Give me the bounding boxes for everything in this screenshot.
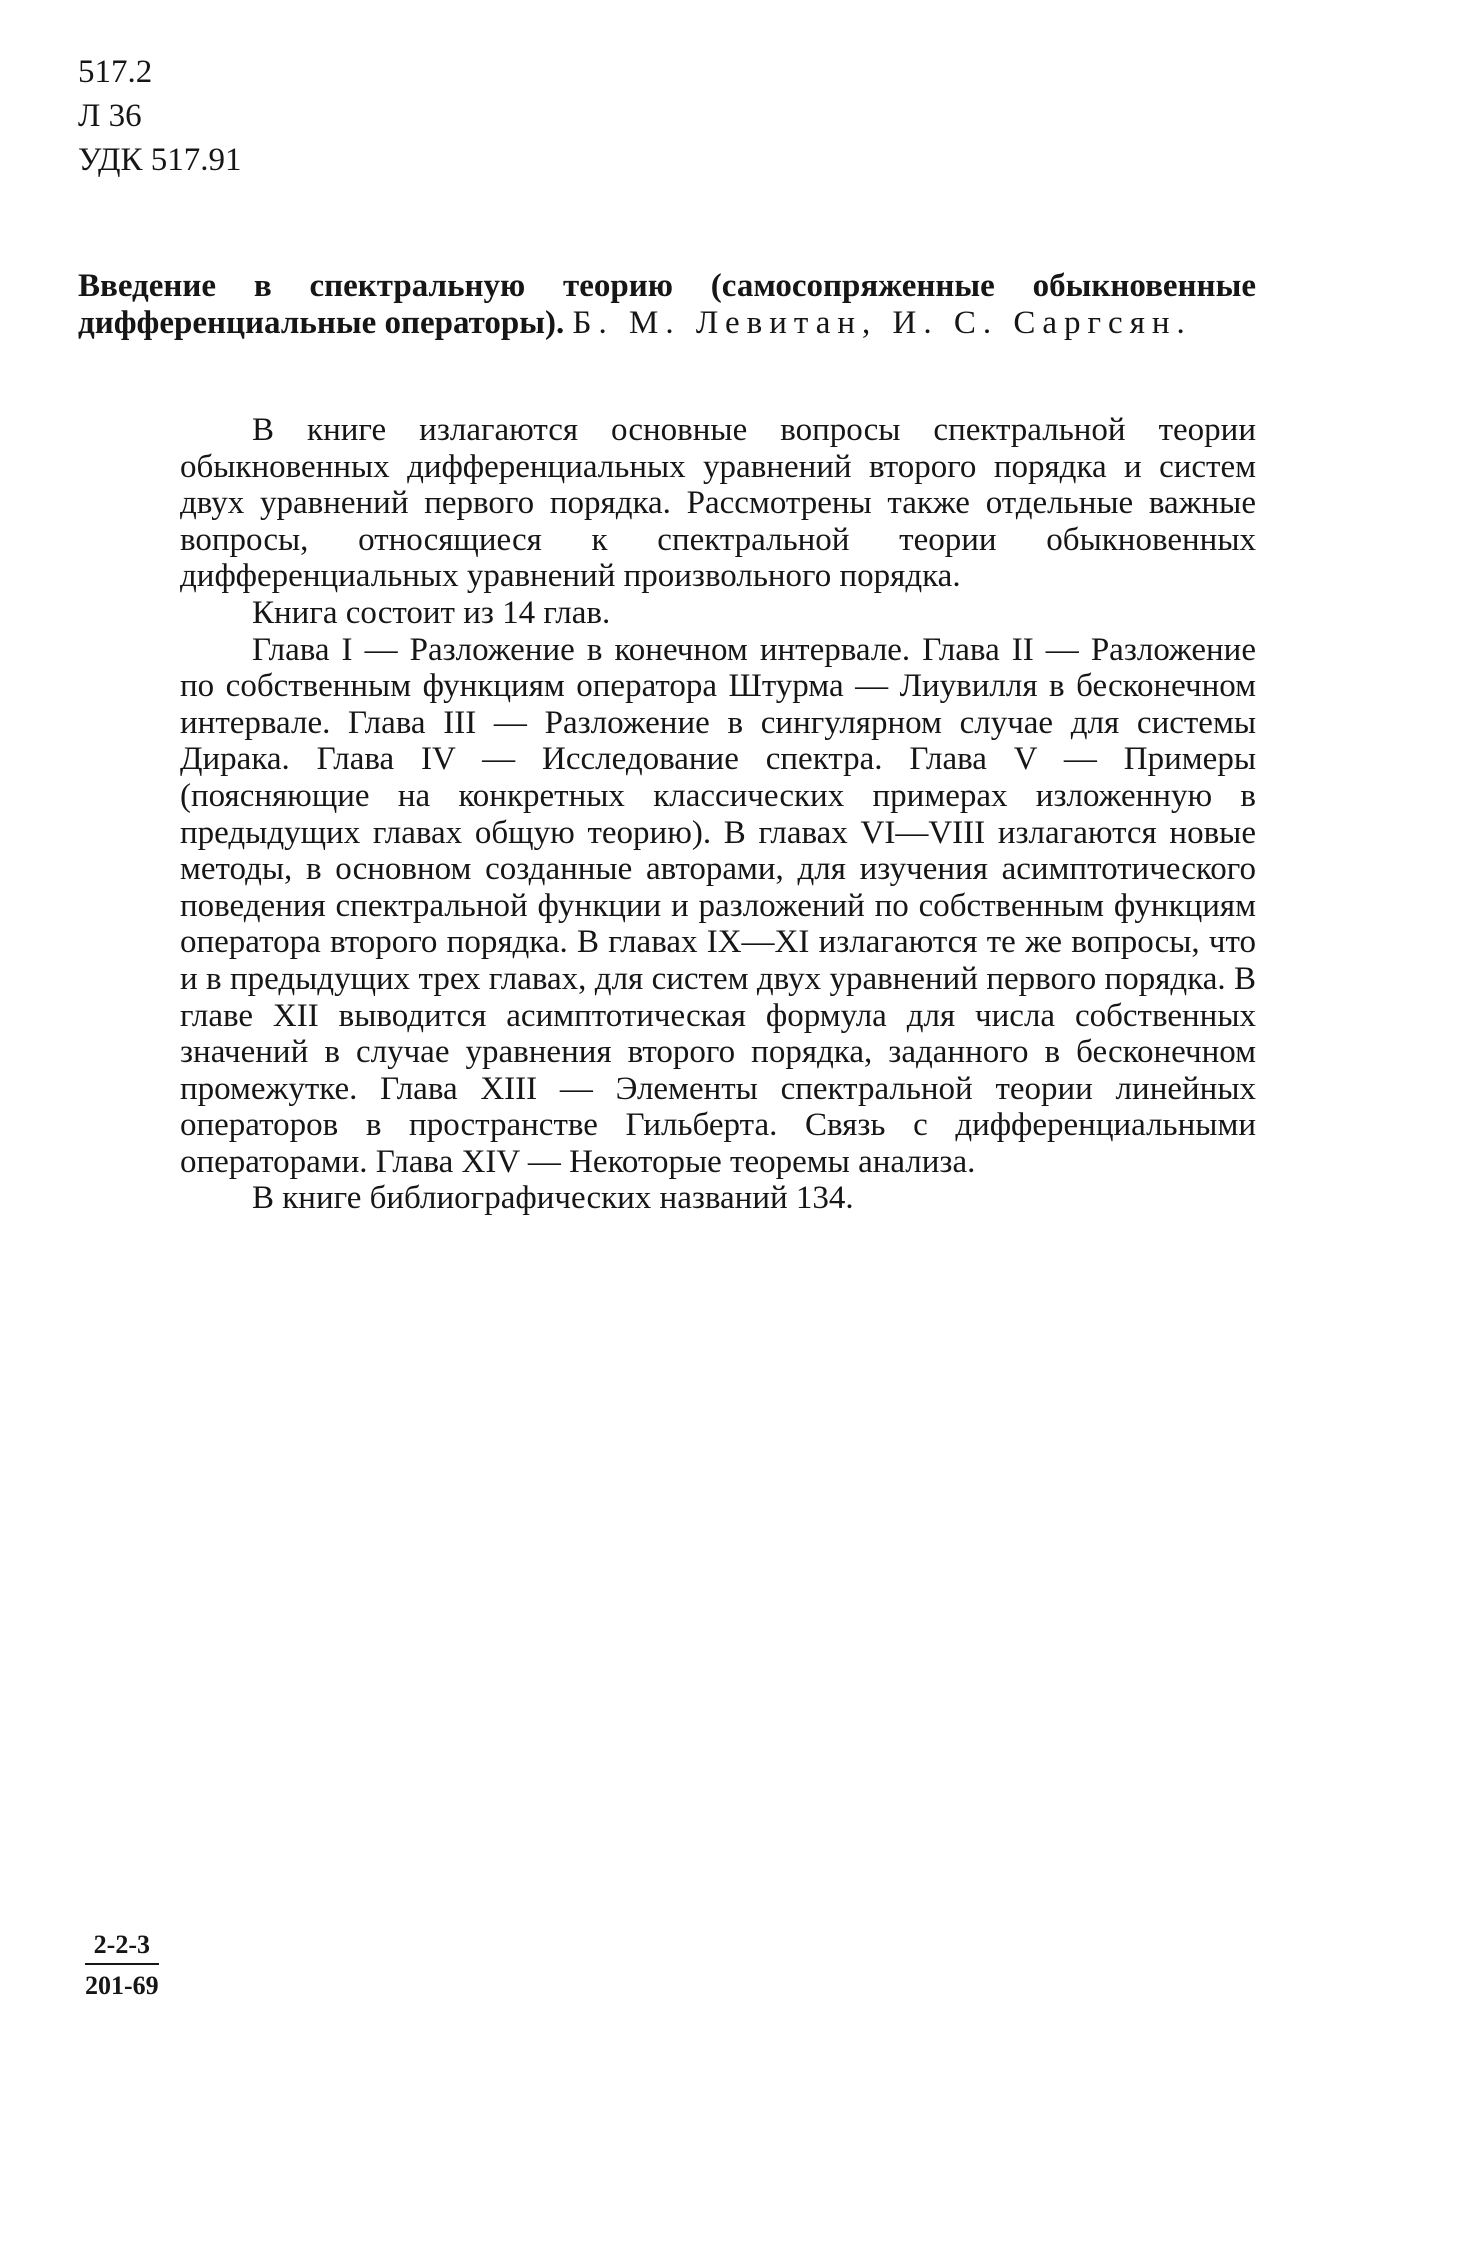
author-mark: Л 36	[78, 98, 142, 134]
book-authors: Б. М. Левитан, И. С. Саргсян.	[572, 305, 1192, 341]
bibliographic-heading	[78, 268, 1256, 342]
publisher-code	[85, 1930, 159, 2001]
abstract-paragraph: В книге библиографических названий 134.	[252, 1180, 854, 1217]
abstract-paragraph: Глава I — Разложение в конечном интервале. Глава II — Разложение по собственным функциям оператора Штурма — Лиувилля в бесконечном интервале. Глава III — Разложение в сингулярном случае для системы Дирака. Глава IV — Исследование спектра. Глава V — Примеры (поясняющие на конкретных классических примерах изложенную в предыдущих главах общую теорию). В главах VI—VIII излагаются новые методы, в основном созданные авторами, для изучения асимптотического поведения спектральной функции и разложений по собственным функциям оператора второго порядка. В главах IX—XI излагаются те же вопросы, что и в предыдущих трех главах, для систем двух уравнений первого порядка. В главе XII выводится асимптотическая формула для числа собственных значений в случае уравнения второго порядка, заданного в бесконечном промежутке. Глава XIII — Элементы спектральной теории линейных операторов в пространстве Гильберта. Связь с дифференциальными операторами. Глава XIV — Некоторые теоремы анализа.	[180, 631, 1256, 1180]
abstract-paragraph: Книга состоит из 14 глав.	[252, 594, 611, 631]
abstract	[180, 412, 1256, 1217]
udc-index: УДК 517.91	[78, 142, 242, 178]
book-title: Введение в спектральную теорию (самосопряженные обыкновенные дифференциальные операторы).	[78, 268, 1256, 341]
code-denominator: 201-69	[85, 1971, 159, 2000]
abstract-paragraph: В книге излагаются основные вопросы спектральной теории обыкновенных дифференциальных уравнений второго порядка и систем двух уравнений первого порядка. Рассмотрены также отдельные важные вопросы, относящиеся к спектральной теории обыкновенных дифференциальных уравнений произвольного порядка.	[180, 412, 1256, 595]
bbk-index: 517.2	[78, 54, 153, 90]
code-numerator: 2-2-3	[85, 1930, 159, 1965]
classification-block	[78, 50, 242, 182]
